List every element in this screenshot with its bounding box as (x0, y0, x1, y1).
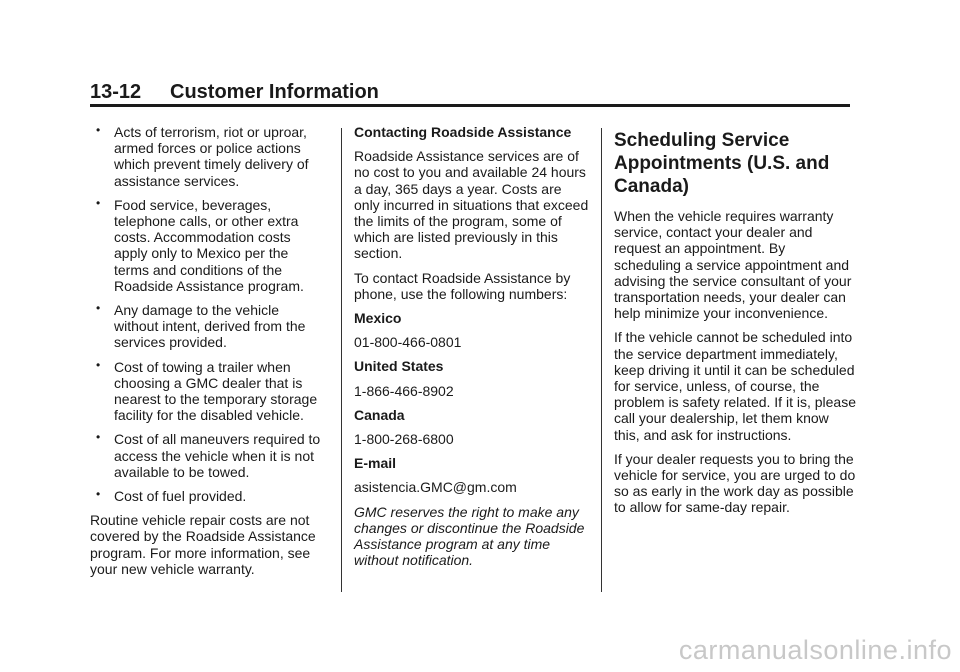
list-item: • Cost of fuel provided. (90, 488, 325, 504)
list-item: • Acts of terrorism, riot or uproar, armed forces or police actions which prevent timely delivery of assistance services. (90, 124, 325, 189)
repair-costs-paragraph: Routine vehicle repair costs are not covered by the Roadside Assistance program. For more information, see your new vehicle warranty. (90, 512, 316, 577)
scheduling-paragraph: If the vehicle cannot be scheduled into the service department immediately, keep driving it until it can be scheduled for service, unless, of course, the problem is safety related. If it is, please call your dealership, let them know this, and ask for instructions. (614, 329, 856, 443)
contact-intro-paragraph: To contact Roadside Assistance by phone, use the following numbers: (354, 269, 571, 302)
canada-label: Canada (354, 406, 405, 423)
us-label: United States (354, 358, 444, 375)
column-divider-1 (341, 128, 342, 592)
early-service-paragraph: If your dealer requests you to bring the vehicle for service, you are urged to do so as early in the work day as possible to allow for same-day repair. (614, 450, 856, 516)
column-left (90, 124, 325, 585)
list-item: • Food service, beverages, telephone calls, or other extra costs. Accommodation costs apply only to Mexico per the terms and conditions of the Roadside Assistance program. (90, 197, 325, 294)
section-title: Customer Information (170, 81, 379, 103)
warranty-service-paragraph: When the vehicle requires warranty service, contact your dealer and request an appointment. By scheduling a service appointment and advising the service consultant of your transportation needs, your dealer can help minimize your inconvenience. (614, 208, 852, 322)
column-divider-2 (601, 128, 602, 592)
list-item: • Any damage to the vehicle without intent, derived from the services provided. (90, 302, 325, 351)
mexico-label: Mexico (354, 310, 402, 327)
page-number: 13-12 (90, 81, 142, 103)
column-middle (354, 124, 590, 576)
us-number: 1-866-466-8902 (354, 382, 454, 399)
email-address: asistencia.GMC@gm.com (354, 479, 517, 496)
contacting-heading: Contacting Roadside Assistance (354, 124, 572, 140)
services-paragraph: Roadside Assistance services are of no cost to you and available 24 hours a day, 365 days a year. Costs are only incurred in situations that exceed the limits of the program, some of which are listed previously in this section. (354, 148, 589, 262)
header-rule (90, 104, 850, 107)
exclusions-list (90, 124, 325, 504)
list-item: • Cost of towing a trailer when choosing a GMC dealer that is nearest to the temporary storage facility for the disabled vehicle. (90, 359, 325, 424)
scheduling-heading: Scheduling Service Appointments (U.S. and Canada) (614, 130, 830, 197)
watermark: carmanualsonline.info (678, 635, 952, 665)
canada-number: 1-800-268-6800 (354, 431, 454, 448)
page-header (90, 80, 850, 104)
column-right (614, 124, 856, 524)
disclaimer-note: GMC reserves the right to make any changes or discontinue the Roadside Assistance program at any time without notification. (354, 503, 585, 569)
list-item: • Cost of all maneuvers required to access the vehicle when it is not available to be towed. (90, 431, 325, 480)
email-label: E-mail (354, 455, 397, 472)
mexico-number: 01-800-466-0801 (354, 334, 462, 351)
